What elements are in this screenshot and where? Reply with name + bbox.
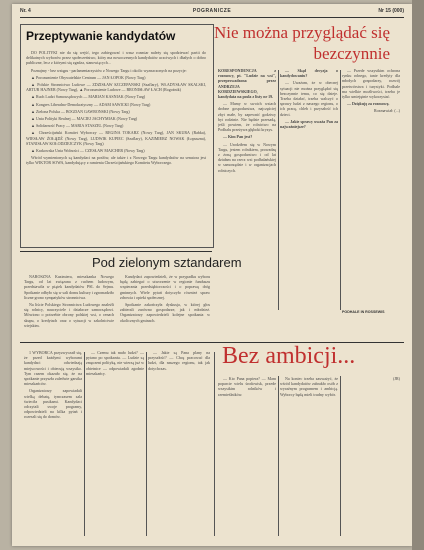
article2-col2 [280,68,338,254]
article1-paragraph: ▲ Ruch Ludzi Samorządowych — MARIAN KASNIAK (Nowy Targ) [31,94,146,100]
article3-paragraph: NAROSZNA Kazimiera, mieszkanka Nowego Targu, od lat związana z ruchem ludowym, przedstawiła w piątek kandydatów PSL do Sejmu. Spotkanie odbyło się w sali domu kultury i zgromadziło liczne grono sympatyków stronnictwa. [24,274,114,300]
article2-paragraph: — Kim Pan jest? [223,134,253,140]
article1-paragraph: ▲ Chrześcijański Komitet Wyborczy — REGINA TOKARZ (Nowy Targ), JAN SKURA (Rabka), WIESŁAW ŻOŁĄDŹ (Nowy Targ), LUDWIK KUPIEC (Szaflary), KAZIMIERZ NOWAK (Łopuszna), STANISŁAW KOŁODZIEJCZYK (Nowy Targ) [26,130,206,146]
article2-footer-signature: PODHALE IN ROSSEWIS [342,310,385,314]
article2-intro: KORESPONDENCJA z rozmowy, pt. "Ludzie na wsi", przeprowadzona przez ANDRZEJA KORDZIEWSKIEGO, kandydata na posła z listy nr 19. [218,68,276,100]
article4-col2 [86,350,144,538]
article2-paragraph: — Mamy w swoich wsiach drobne gospodarstwa, najczęściej zbyt małe, by zapewnić godziwy byt rodzinie. Nie będzie przesadą, jeśli powiem, że rolnictwo na Podhalu przeżywa głęboki kryzys. [218,101,276,133]
article2-title-line2: bezczynnie [313,44,390,63]
issue-number: Nr 15 (000) [378,8,404,14]
article4-paragraph: Na koniec trzeba zauważyć, że wśród kandydatów zabrakło osób z wyraźnym programem i ambicją. Wyborcy będą mieli trudny wybór. [280,376,338,397]
article2-paragraph: — Skąd decyzja o kandydowaniu? [280,68,338,79]
article4-col4 [218,376,276,538]
page-number: Nr. 4 [20,8,31,14]
article1-paragraph: ▲ Porozumienie Obywatelskie Centrum — JAN ŁOPOK (Nowy Targ) [31,74,146,80]
article1-paragraph: ▲ Zielona Polska — BOGDAN GAWRONSKI (Nowy Targ) [31,108,130,114]
article1-paragraph: ▲ Kongres Liberalno-Demokratyczny — ADAM SAWICKI (Nowy Targ) [31,101,151,107]
column-divider [146,352,147,536]
article4-paragraph: — Kto Pana popiera? — Mam poparcie wielu środowisk, przede wszystkim rolników i rzemieślników. [218,376,276,397]
article1-paragraph: ▲ Krakowska Unia Wolności — CZESŁAW MAJCHER (Nowy Targ) [31,148,145,154]
article4-paragraph: — Jakie są Pana plany na przyszłość? — Chcę pracować dla ludzi, dla naszego regionu, tak jak dotychczas. [148,350,210,371]
article1-paragraph: ▲ Solidarność Pracy — MARIA STASZEL (Nowy Targ) [31,123,124,129]
article1-paragraph: ▲ Polskie Stronnictwo Ludowe — ZDZISŁAW SZCZEPANSKI (Szaflary), WŁADYSŁAW SKALSKI, ARTUR HAJNER (Nowy Targ), ▲ Porozumienie Ludowe — BRONISŁAW ŁACH (Rogoźnik) [26,82,206,93]
article4-signature: (JR) [393,376,400,381]
article2-paragraph: — Uważam, że w obecnej sytuacji nie można przyglądać się bezczynnie temu, co się dzieje. Trzeba działać, trzeba walczyć o sprawy ludzi z naszego regionu, o ich pracę, chleb i przyszłość ich dzieci. [280,80,338,117]
page-header [20,7,404,16]
article4-paragraph: 1 WYBORCA przyzwyczaił się, że przed każdymi wyborami kandydaci odwiedzają miejscowości i obiecują wszystko. Tym razem okazało się, że na spotkanie przyszła zaledwie garstka mieszkańców. [24,350,82,387]
newspaper-page [12,4,412,546]
article1-paragraph: ▲ Unia Polityki Realnej — MACIEJ JACHYMIAK (Nowy Targ) [31,116,138,122]
article2-paragraph: — Urodziłem się w Nowym Targu, jestem rolnikiem, prowadzę z żoną gospodarstwo i od lat działam na rzecz wsi podhalańskiej w samorządzie i w organizacjach rolniczych. [218,141,276,173]
article4-title: Bez ambicji... [222,343,356,369]
article3-title: Pod zielonym sztandarem [92,255,242,270]
column-divider [84,352,85,536]
article4-col5 [280,376,338,538]
article1-body [26,50,206,242]
article2-signature: Rozmawiał: (...) [374,108,400,114]
article4-col3 [148,350,210,538]
column-divider [278,376,279,536]
article1-paragraph: Wśród wymienionych są kandydaci na posłów, ale także i z Nowego Targu kandydatów na senatora jest tylko WIKTOR SOWA, kandydujący z ramienia Chrześcijańskiego Komitetu Wyborczego. [26,155,206,166]
article3-col2 [120,274,210,336]
article1-title: Przeptywanie kandydatów [26,29,176,43]
article1-paragraph: Poznajmy - bez wstępu - parlamentarzystów z Nowego Targu i okolic wyznaczonych na pozycje: [31,67,187,73]
article3-col1 [24,274,114,336]
column-divider [340,376,341,536]
article4-col6 [342,376,400,538]
column-divider [214,352,215,536]
header-rule [20,17,404,18]
newspaper-name: POGRANICZE [192,8,232,14]
article3-paragraph: Spotkanie zakończyła dyskusja, w której głos zabierali zarówno gospodarze, jak i młodzież. Organizatorzy zapowiedzieli kolejne spotkania w okolicznych gminach. [120,302,210,323]
article2-paragraph: — Jakie sprawy uważa Pan za najważniejsze? [280,118,338,130]
article2-col3 [342,68,400,254]
article2-title-line1: Nie można przyglądać się [213,23,390,42]
article3-paragraph: Na liście Polskiego Stronnictwa Ludowego znaleźli się rolnicy, nauczyciele i działacze samorządowi. Mówiono o potrzebie obrony polskiej wsi, o cenach skupu, o kredytach oraz o sytuacji w szkolnictwie wiejskim. [24,302,114,328]
article2-col1 [218,68,276,254]
article1-paragraph: DO POLITYKI nie da się wejść, tego zabiegować i wasz rozmiar należy się spodziewać partii do delikatnych wyborów przez społeczeństwo, który ma nowoczesnych kandydatów uczciwych i dbałych o dobro publiczne, lecz z którymi się zgadza, stanowiących... [26,50,206,66]
article2-paragraph: — Przede wszystkim ochrona rynku rolnego, tanie kredyty dla młodych gospodarzy, rozwój przetwórstwa i turystyki. Podhale ma wielkie możliwości, trzeba je tylko umiejętnie wykorzystać. [342,68,400,100]
article4-paragraph: Organizatorzy zapowiadali wielką debatę, tymczasem sala świeciła pustkami. Kandydaci odczytali swoje programy, odpowiedzieli na kilka pytań i rozeszli się do domów. [24,388,82,420]
page-binding-edge [412,0,424,550]
section-rule [20,251,212,252]
column-divider [278,70,279,310]
article4-col1 [24,350,82,538]
column-divider [340,70,341,310]
article4-paragraph: — Czemu tak mało ludzi? — pytano po spotkaniu. — Ludzie są zmęczeni polityką, nie wierzą już w obietnice — odpowiadali zgodnie mieszkańcy. [86,350,144,376]
article2-paragraph: — Dziękuję za rozmowę. [347,101,390,107]
article3-paragraph: Kandydaci zapowiedzieli, że w przypadku wyboru będą zabiegać o utworzenie w regionie funduszu wspierania przedsiębiorczości i o poprawę dróg gminnych. Wiele pytań dotyczyło również spraw zdrowia i opieki społecznej. [120,274,210,300]
